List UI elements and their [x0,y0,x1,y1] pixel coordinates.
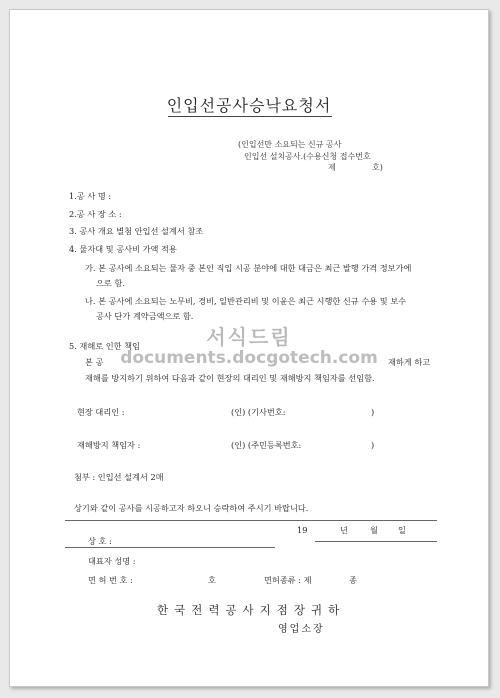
item-5-line1-left: 본 공 [85,357,104,367]
date-year-prefix: 19 [297,525,308,535]
date-month: 월 [370,525,378,535]
document-title: 인입선공사승낙요청서 [166,96,332,115]
item-3-overview: 3. 공사 개요 별첨 안입선 설계서 참조 [69,226,204,236]
request-sentence: 상기와 같이 공사를 시공하고자 하오니 승락하여 주시기 바랍니다. [74,503,309,513]
watermark-url: documents.docgotech.com [120,348,378,368]
watermark-title: 서식드림 [206,325,292,349]
header-note-line3-left: 제 [328,163,336,172]
license-number-suffix: 호 [208,575,216,585]
site-agent-seal: (인) (기사번호: [231,407,286,417]
addressee-sub: 영업소장 [278,624,325,635]
item-5-line1-right: 재하게 하고 [388,357,431,367]
item-4b-line1: 나. 본 공사에 소요되는 노무비, 경비, 일반관리비 및 이윤은 최근 시행한 신규 수용 및 보수 [85,296,407,306]
safety-manager-close: ) [371,440,375,450]
item-4b-line2: 공사 단가 계약금액으로 함. [96,311,194,321]
addressee: 한국전력공사지점장귀하 [157,603,346,617]
license-type-suffix: 종 [349,575,357,585]
date-rule [315,541,437,542]
document-page [9,9,489,687]
date-year: 년 [340,525,348,535]
license-type-label: 면허종류 : 제 [264,575,312,585]
item-2-project-location: 2.공 사 장 소 : [69,209,122,219]
site-agent-close: ) [371,407,375,417]
item-4a-line1: 가. 본 공사에 소요되는 물자 중 본인 직입 시공 분야에 대한 대금은 최근 발행 가격 정보가에 [85,263,412,273]
header-note-line2: 인입선 설치공사.(수용신청 접수번호 [244,152,371,161]
date-day: 일 [398,525,406,535]
header-note-line3-right: 호) [372,163,383,172]
company-rule [65,547,275,548]
signature-top-rule [65,520,437,521]
item-4a-line2: 으로 함. [96,278,125,288]
safety-manager-label: 재해방지 책임자 : [77,440,141,450]
item-5-responsibility: 5. 재해로 인한 책임 [69,341,140,351]
item-5-line2: 재해를 방지하기 위하여 다음과 같이 현장의 대리인 및 재해방지 책임자를 선임함. [85,373,375,383]
representative-label: 대표자 성명 : [88,556,136,566]
attachment-note: 첨부 : 인입선 설계서 2매 [74,472,164,482]
safety-manager-seal: (인) (주민등록번호: [231,440,302,450]
item-4-cost: 4. 물자대 및 공사비 가액 적용 [69,244,177,254]
item-1-project-name: 1.공 사 명 : [69,191,112,201]
company-label: 상 호 : [88,536,112,546]
site-agent-label: 현장 대리인 : [77,407,125,417]
header-note-line1: (인입선만 소요되는 신규 공사 [238,140,342,149]
license-number-label: 면 허 번 호 : [88,575,133,585]
title-underline [168,116,332,117]
